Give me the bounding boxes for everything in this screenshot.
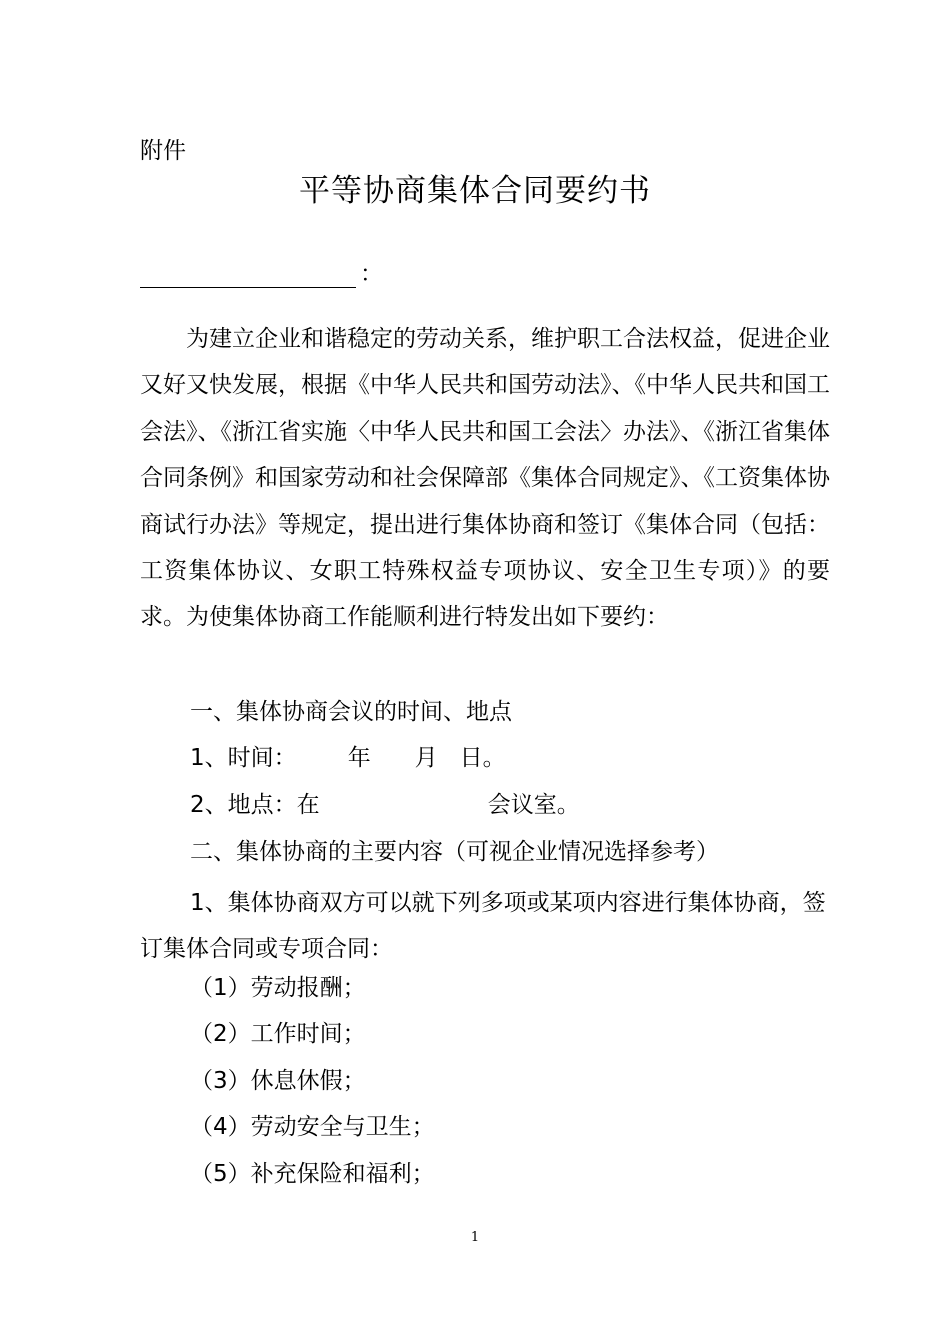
meeting-place-line: 2、地点：在 会议室。 (190, 792, 580, 818)
addressee-blank-line (140, 287, 356, 288)
addressee-colon: ： (360, 261, 383, 287)
intro-paragraph: 为建立企业和谐稳定的劳动关系，维护职工合法权益，促进企业又好又快发展，根据《中华人民共和国劳动法》、《中华人民共和国工会法》、《浙江省实施〈中华人民共和国工会法〉办法》、《浙江省集体合同条例》和国家劳动和社会保障部《集体合同规定》、《工资集体协商试行办法》等规定，提出进行集体协商和签订《集体合同（包括：工资集体协议、女职工特殊权益专项协议、安全卫生专项）》的要求。为使集体协商工作能顺利进行特发出如下要约： (140, 326, 830, 631)
addressee-field (140, 257, 400, 291)
section2-heading: 二、集体协商的主要内容（可视企业情况选择参考） (190, 839, 719, 865)
list-item: （1）劳动报酬； (190, 975, 366, 1001)
list-item: （4）劳动安全与卫生； (190, 1114, 435, 1140)
list-item: （3）休息休假； (190, 1068, 366, 1094)
section1-heading: 一、集体协商会议的时间、地点 (190, 699, 512, 725)
attachment-label: 附件 (140, 138, 186, 164)
document-title: 平等协商集体合同要约书 (299, 173, 651, 209)
page-number: 1 (470, 1230, 480, 1245)
meeting-time-line: 1、时间： 年 月 日。 (190, 745, 506, 771)
list-item: （5）补充保险和福利； (190, 1161, 435, 1187)
list-item: （2）工作时间； (190, 1021, 366, 1047)
section2-item1: 1、集体协商双方可以就下列多项或某项内容进行集体协商，签订集体合同或专项合同： (140, 890, 826, 963)
